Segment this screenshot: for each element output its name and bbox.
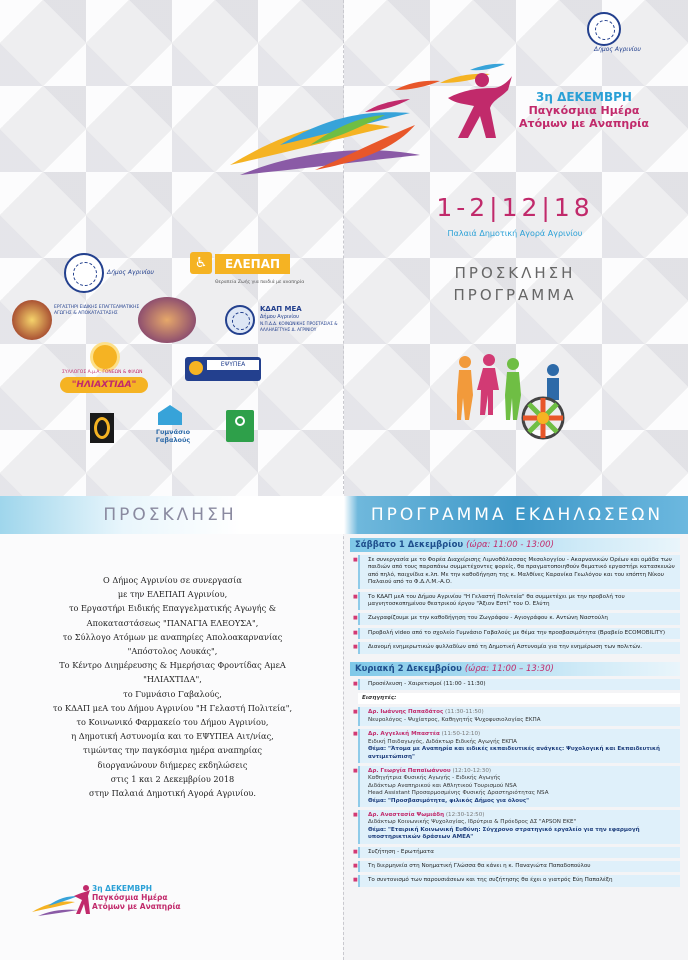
invitation-line: το Γυμνάσιο Γαβαλούς, [123,688,222,699]
efypea-logo-box [185,357,261,381]
invitation-line: διοργανώνουν διήμερες εκδηλώσεις [97,759,248,770]
speaker-block [358,766,680,807]
invitation-line: το Κοινωνικό Φαρμακείο του Δήμου Αγρινίου, [76,717,269,728]
speaker-theme: Θέμα: "Προσβασιμότητα, φιλικός Δήμος για όλους" [368,797,530,804]
wheelchair-icon: ♿ [190,252,212,274]
saturday-time: (ώρα: 11:00 - 13:00) [466,540,554,550]
programme-panel [350,538,680,887]
event-title-line1: 3η ΔΕΚΕΜΒΡΗ [536,90,632,104]
iliaxtida-subtitle: ΣΥΛΛΟΓΟΣ Α.μ.Α. ΓΟΝΕΩΝ & ΦΙΛΩΝ [62,370,143,375]
cover-heading-programme: ΠΡΟΓΡΑΜΜΑ [453,286,577,304]
closing-item: ■ Το συντονισμό των παρουσιάσεων και της συζήτησης θα έχει ο γιατρός Εύη Παπαλέξη [358,875,680,886]
invitation-text [20,573,325,800]
speaker-block [358,707,680,726]
ergastiri-label: ΕΡΓΑΣΤΗΡΙ ΕΙΔΙΚΗΣ ΕΠΑΓΓΕΛΜΑΤΙΚΗΣ ΑΓΩΓΗΣ & ΑΠΟΚΑΤΑΣΤΑΣΗΣ [54,305,140,316]
municipality-label: Δήμος Αγρινίου [594,46,641,53]
speaker-time: (12:10-12:30) [452,767,492,774]
speaker-name: Δρ. Αγγελική Μπαστέα [368,731,440,738]
speaker-time: (11:50-12:10) [441,731,481,738]
invitation-line: με την ΕΛΕΠΑΠ Αγρινίου, [117,589,228,600]
person-figure-icon [438,68,513,143]
invitation-line: στις 1 και 2 Δεκεμβρίου 2018 [110,773,235,784]
elepap-logo: ΕΛΕΠΑΠ [215,254,290,274]
closing-item: ■ Τη διερμηνεία στη Νοηματική Γλώσσα θα κάνει η κ. Παναγιώτα Παπαδοπούλου [358,861,680,872]
dimos-agriniou-logo-icon [64,253,104,293]
welcome-item: ■ Προσέλευση - Χαιρετισμοί (11:00 - 11:30) [358,679,680,690]
invitation-line: η Δημοτική Αστυνομία και το ΕΨΥΠΕΑ Αιτ/νίας, [71,731,274,742]
pharmacy-logo-icon [226,410,254,442]
programme-item: ■ Σε συνεργασία με το Φορέα Διαχείρισης Λιμνοθάλασσας Μεσολογγίου - Ακαρνανικών Ορέων και ομάδα των παιδιών από τους παραπάνω συμμετέχοντες φορείς, θα πραγματοποιηθούν θεματικό εργαστήρι κατασκευών από πηλό, παιχνίδια κ.λπ. Με την καθοδήγηση της κ. Μαλθίνες Καρανίκα Γεωλόγου και του επόπτη Νίκου Παλαιού από το Φ.Δ.Λ.Μ.-Α.Ο. [358,555,680,589]
event-dates: 1-2|12|18 [436,193,594,222]
event-title [509,91,659,130]
dimos-logo-label: Δήμος Αγρινίου [107,269,154,276]
speaker-block [358,810,680,844]
programme-item: ■ Ζωγραφίζουμε με την καθοδήγηση του Ζωγράφου - Αγιογράφου κ. Αντώνη Ναστούλη [358,613,680,624]
greek-emblem-icon [225,305,255,335]
municipality-seal-icon [587,12,621,46]
gymnasio-label: Γυμνάσιο Γαβαλούς [155,428,191,444]
saturday-title: Σάββατο 1 Δεκεμβρίου [355,540,464,550]
sun-icon [93,345,117,369]
efypea-emblem-icon [189,361,203,375]
kdap-logo-title: ΚΔΑΠ ΜΕΑ [260,305,302,313]
speaker-block [358,729,680,763]
invitation-line: το Σύλλογο Ατόμων με αναπηρίες Απολοακαρνανίας [62,631,283,642]
speakers-label: Εισηγητές: [362,695,397,702]
speaker-theme: Θέμα: "Εταιρική Κοινωνική Ευθύνη: Σύγχρονο στρατηγικό εργαλείο για την εφαρμογή υποστηρικτικών δράσεων ΑΜΕΑ" [368,826,640,841]
children-wheelchair-illustration [455,350,575,445]
event-title-line3: Ατόμων με Αναπηρία [519,117,649,130]
invitation-line: το Εργαστήρι Ειδικής Επαγγελματικής Αγωγής & [68,603,277,614]
speakers-label-row [358,693,680,704]
speaker-time: (11:30-11:50) [445,709,484,716]
sunday-time: (ώρα: 11:00 – 13:30) [464,663,554,674]
bottom-logo-line3: Ατόμων με Αναπηρία [92,902,181,911]
speaker-name: Δρ. Ιωάννης Παπαδάτος [368,709,444,716]
invitation-line: στην Παλαιά Δημοτική Αγορά Αγρινίου. [89,788,256,799]
bottom-logo-line1: 3η ΔΕΚΕΜΒΡΗ [92,884,152,893]
programme-item: ■ Προβολή video από το σχολείο Γυμνάσιο Γαβαλούς με θέμα την προσβασιμότητα (Βραβείο ECOMOBILITY) [358,628,680,639]
speaker-role: Νευρολόγος - Ψυχίατρος, Καθηγητής Ψυχοφυσιολογίας ΕΚΠΑ [368,716,541,723]
speaker-role: Διδάκτωρ Κοινωνικής Ψυχολογίας, Ιδρύτρια & Πρόεδρος ΔΣ "APSON ΕΚΕ" [368,819,577,826]
bottom-logo-line2: Παγκόσμια Ημέρα [92,893,168,902]
invitation-line: Ο Δήμος Αγρινίου σε συνεργασία [103,575,242,585]
bottom-swoosh-graphic [30,880,95,920]
iliaxtida-logo: "ΗΛΙΑΧΤΙΔΑ" [60,377,148,393]
cover-heading [420,262,610,306]
invitation-line: Αποκαταστάσεως "ΠΑΝΑΓΙΑ ΕΛΕΟΥΣΑ", [86,617,259,628]
speaker-name: Δρ. Γεωργία Παπαϊωάννου [368,767,451,774]
cover-heading-invitation: ΠΡΟΣΚΛΗΣΗ [454,264,576,282]
programme-item: ■ Το ΚΔΑΠ μεΑ του Δήμου Αγρινίου "Η Γελαστή Πολιτεία" θα συμμετέχει με την προβολή του μαγνητοσκοπημένου θεατρικού έργου "Άξιον Εστί" του Ο. Ελύτη [358,592,680,611]
loukas-association-logo-icon [138,297,196,343]
speaker-role: Head Assistant Προσαρμοσμένης Φυσικής Δραστηριότητας NSA [368,790,549,797]
invitation-line: "Απόστολος Λουκάς", [127,646,218,657]
speaker-role: Ειδική Παιδαγωγός, Διδάκτωρ Ειδικής Αγωγής ΕΚΠΑ [368,738,517,745]
speaker-role: Καθηγήτρια Φυσικής Αγωγής - Ειδικής Αγωγής [368,775,501,782]
invitation-line: το ΚΔΑΠ μεΑ του Δήμου Αγρινίου "Η Γελαστή Πολιτεία", [52,702,293,713]
kdap-logo-sub1: Δήμου Αγρινίου [260,314,299,320]
programme-item: ■ Διανομή ενημερωτικών φυλλαδίων από τη Δημοτική Αστυνομία για την ενημέρωση των πολιτών. [358,642,680,653]
speaker-role: Διδάκτωρ Αναπηρικού και Αθλητικού Τουρισμού NSA [368,782,517,789]
ergastiri-logo-icon [12,300,52,340]
efypea-label: ΕΨΥΠΕΑ [207,360,259,370]
kdap-logo-sub2: Ν.Π.Δ.Δ. ΚΟΙΝΩΝΙΚΗΣ ΠΡΟΣΤΑΣΙΑΣ & ΑΛΛΗΛΕΓΓΥΗΣ Δ. ΑΓΡΙΝΙΟΥ [260,321,338,332]
speaker-theme: Θέμα: "Άτομα με Αναπηρία και ειδικές εκπαιδευτικές ανάγκες: Ψυχολογική και Εκπαιδευτική αντιμετώπιση" [368,746,661,760]
programme-heading: ΠΡΟΓΡΑΜΜΑ ΕΚΔΗΛΩΣΕΩΝ [370,505,664,525]
event-venue: Παλαιά Δημοτική Αγορά Αγρινίου [447,229,583,238]
event-title-line2: Παγκόσμια Ημέρα [528,104,640,117]
speaker-name: Δρ. Αναστασία Ψωμιάδη [368,811,445,818]
closing-item: ■ Συζήτηση - Ερωτήματα [358,847,680,858]
speaker-time: (12:30-12:50) [445,811,485,818]
invitation-heading: ΠΡΟΣΚΛΗΣΗ [103,505,237,525]
elepap-subtitle: Θεραπεία Ζωής για παιδιά με αναπηρία [215,280,305,285]
acrobat-logo-icon [90,413,114,443]
bottom-event-logo [92,884,181,911]
invitation-line: "ΗΛΙΑΧΤΙΔΑ", [143,674,202,685]
saturday-header [350,538,680,552]
sunday-header [350,662,680,676]
invitation-line: τιμώντας την παγκόσμια ημέρα αναπηρίας [83,745,262,756]
sunday-title: Κυριακή 2 Δεκεμβρίου [355,663,462,674]
invitation-line: Το Κέντρο Διημέρευσης & Ημερήσιας Φροντίδας ΑμεΑ [59,660,286,671]
